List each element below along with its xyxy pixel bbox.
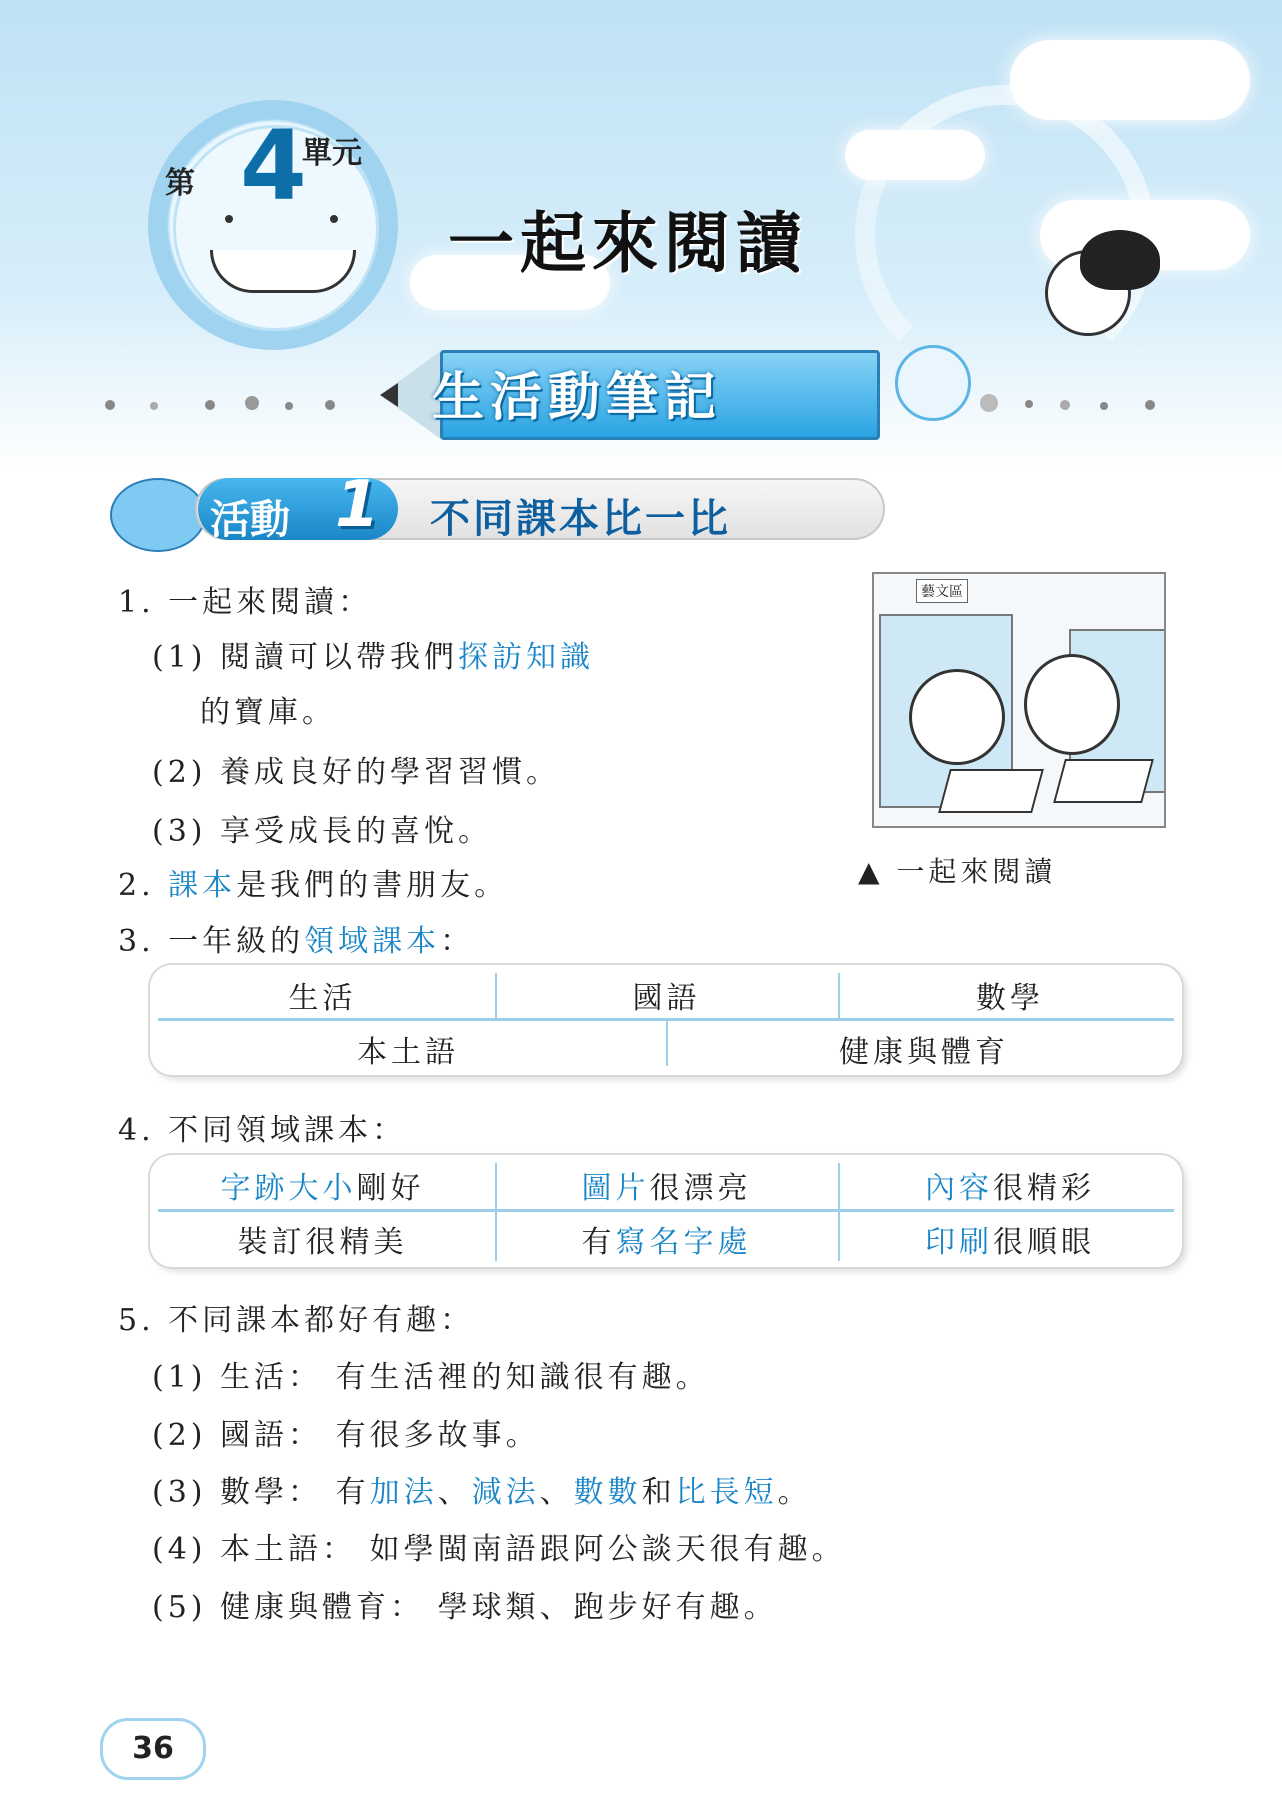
feature-highlight: 寫名字處 (615, 1225, 752, 1260)
feature-cell (495, 1217, 838, 1261)
feature-cell (838, 1163, 1182, 1207)
item-5-sub-1: (1) 生活： 有生活裡的知識很有趣。 (152, 1360, 710, 1395)
item-1-sub-1 (152, 632, 594, 676)
item-5-sub-3-highlight: 比長短 (675, 1475, 778, 1510)
item-5-sub-5: (5) 健康與體育： 學球類、跑步好有趣。 (152, 1590, 778, 1625)
item-5-sub-3-highlight: 加法 (369, 1475, 438, 1510)
page-title: 一起來閱讀 (448, 205, 808, 282)
feature-highlight: 圖片 (581, 1171, 650, 1206)
banner-title: 生活動筆記 (432, 368, 723, 428)
feature-cell (150, 1217, 495, 1261)
unit-suffix: 單元 (302, 136, 362, 171)
bunny-mascot-illustration (895, 345, 971, 421)
feature-cell (495, 1163, 838, 1207)
dot-line-left (105, 400, 365, 410)
item-1-heading: 1. 一起來閱讀： (118, 585, 373, 620)
item-5-sub-4: (4) 本土語： 如學閩南語跟阿公談天很有趣。 (152, 1532, 846, 1567)
activity-label: 活動 (210, 497, 290, 543)
feature-text: 裝訂很精美 (237, 1225, 408, 1260)
unit-prefix: 第 (165, 166, 195, 201)
page-number: 36 (100, 1718, 206, 1780)
activity-title: 不同課本比一比 (430, 496, 731, 542)
item-2-text: 是我們的書朋友。 (236, 868, 509, 903)
feature-cell (838, 1217, 1182, 1261)
features-table (150, 1155, 1182, 1267)
feature-highlight: 字跡 (220, 1171, 289, 1206)
item-5-sub-3-text: (3) 數學： 有 (152, 1475, 370, 1510)
boy-illustration (909, 669, 1005, 765)
item-1-sub-1-text: (1) 閱讀可以帶我們 (152, 640, 459, 675)
feature-highlight: 印刷 (925, 1225, 993, 1260)
table-divider (158, 1209, 1174, 1212)
item-5-sub-2: (2) 國語： 有很多故事。 (152, 1418, 540, 1453)
bear-mascot-icon (110, 478, 206, 552)
item-3-colon: ： (440, 924, 475, 959)
subject-cell: 國語 (632, 981, 701, 1016)
dot-line-right (980, 400, 1180, 410)
item-1-sub-3: (3) 享受成長的喜悅。 (152, 814, 493, 849)
feature-highlight: 內容 (925, 1171, 993, 1206)
subject-cell: 本土語 (357, 1035, 459, 1070)
subject-cell: 健康與體育 (839, 1035, 1009, 1070)
activity-number: 1 (335, 468, 380, 542)
item-5-sub-3-sep: 、 (437, 1475, 472, 1510)
item-3 (118, 916, 474, 960)
badge-eye (225, 215, 233, 223)
subjects-table (150, 965, 1182, 1075)
item-5-sub-3-highlight: 減法 (471, 1475, 540, 1510)
subject-cell: 數學 (976, 981, 1044, 1016)
feature-text: 很精彩 (993, 1171, 1095, 1206)
badge-smile (210, 250, 356, 293)
item-5-sub-3-end: 。 (777, 1475, 812, 1510)
girl-hair (1080, 230, 1160, 290)
feature-text: 很漂亮 (649, 1171, 752, 1206)
badge-eye (330, 215, 338, 223)
feature-text: 很順眼 (993, 1225, 1095, 1260)
subject-cell: 生活 (288, 981, 357, 1016)
item-5-heading: 5. 不同課本都好有趣： (118, 1303, 475, 1338)
pencil-lead (380, 383, 398, 407)
item-3-number: 3. (118, 924, 155, 959)
feature-text: 有 (581, 1225, 616, 1260)
item-3-text: 一年級的 (168, 924, 305, 959)
item-1-sub-1-cont: 的寶庫。 (200, 695, 336, 730)
item-4-heading: 4. 不同領域課本： (118, 1113, 407, 1148)
library-sign: 藝文區 (916, 579, 968, 603)
reading-illustration (872, 572, 1166, 828)
item-5-sub-3-highlight: 數數 (573, 1475, 642, 1510)
item-2 (118, 860, 508, 904)
unit-number: 4 (240, 110, 307, 222)
item-5-sub-3-sep: 、 (539, 1475, 574, 1510)
feature-text: 剛好 (356, 1171, 425, 1206)
item-5-sub-3-mid: 和 (641, 1475, 676, 1510)
girl-illustration (1024, 654, 1120, 755)
item-2-number: 2. (118, 868, 155, 903)
item-3-highlight: 領域課本 (304, 924, 441, 959)
open-book (1053, 759, 1154, 803)
item-1-sub-2: (2) 養成良好的學習習慣。 (152, 755, 561, 790)
item-1-sub-1-highlight: 探訪知識 (458, 640, 595, 675)
item-5-sub-3 (152, 1467, 812, 1511)
item-2-highlight: 課本 (168, 868, 237, 903)
feature-highlight: 大小 (288, 1171, 357, 1206)
illustration-caption: ▲ 一起來閱讀 (858, 855, 1057, 888)
feature-cell (150, 1163, 495, 1207)
open-book (938, 769, 1044, 813)
